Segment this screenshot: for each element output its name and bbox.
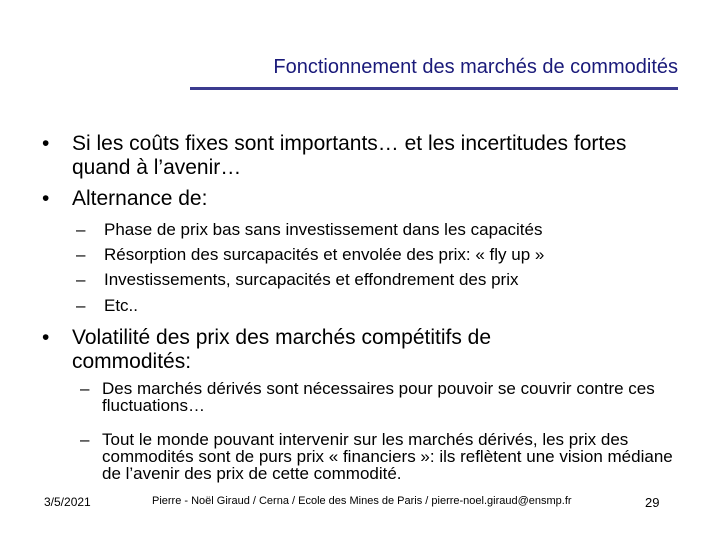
bullet-marker: •	[42, 132, 50, 155]
sub-item-phase	[76, 220, 542, 240]
sub-marker: –	[76, 245, 86, 264]
bullet-text: Volatilité des prix des marchés compétitifs de commodités:	[72, 326, 492, 373]
bullet-marker: •	[42, 187, 50, 210]
sub-item-text: Des marchés dérivés sont nécessaires pour pouvoir se couvrir contre ces fluctuations…	[102, 379, 655, 415]
sub-item-resorption	[76, 245, 544, 265]
sub-item-text: Etc..	[104, 296, 139, 315]
sub-item-investissements	[76, 270, 519, 290]
sub-item-derives	[80, 380, 670, 414]
bullet-marker: •	[42, 326, 50, 349]
sub-item-prix-financiers	[80, 431, 680, 482]
sub-marker: –	[76, 270, 86, 289]
bullet-alternance	[42, 187, 666, 211]
bullet-fixed-costs	[42, 132, 666, 180]
sub-marker: –	[80, 379, 90, 398]
bullet-volatilite	[42, 326, 586, 374]
sub-item-text: Tout le monde pouvant intervenir sur les marchés dérivés, les prix des commodités sont de purs prix « financiers »: ils reflètent une vision médiane de l’avenir des prix de cette commodité.	[102, 430, 673, 483]
footer-author: Pierre - Noël Giraud / Cerna / Ecole des Mines de Paris / pierre-noel.giraud@ensmp.fr	[152, 495, 572, 507]
title-underline	[190, 87, 678, 90]
sub-marker: –	[76, 220, 86, 239]
bullet-text: Si les coûts fixes sont importants… et les incertitudes fortes quand à l’avenir…	[72, 132, 627, 179]
slide-title: Fonctionnement des marchés de commodités	[273, 56, 678, 78]
bullet-text: Alternance de:	[72, 187, 208, 210]
page-number: 29	[645, 495, 660, 510]
footer-date: 3/5/2021	[44, 495, 91, 509]
sub-item-text: Résorption des surcapacités et envolée des prix: « fly up »	[104, 245, 545, 264]
sub-marker: –	[80, 430, 90, 449]
sub-item-text: Phase de prix bas sans investissement dans les capacités	[104, 220, 543, 239]
sub-item-text: Investissements, surcapacités et effondrement des prix	[104, 270, 519, 289]
sub-item-etc	[76, 296, 138, 316]
sub-marker: –	[76, 296, 86, 315]
